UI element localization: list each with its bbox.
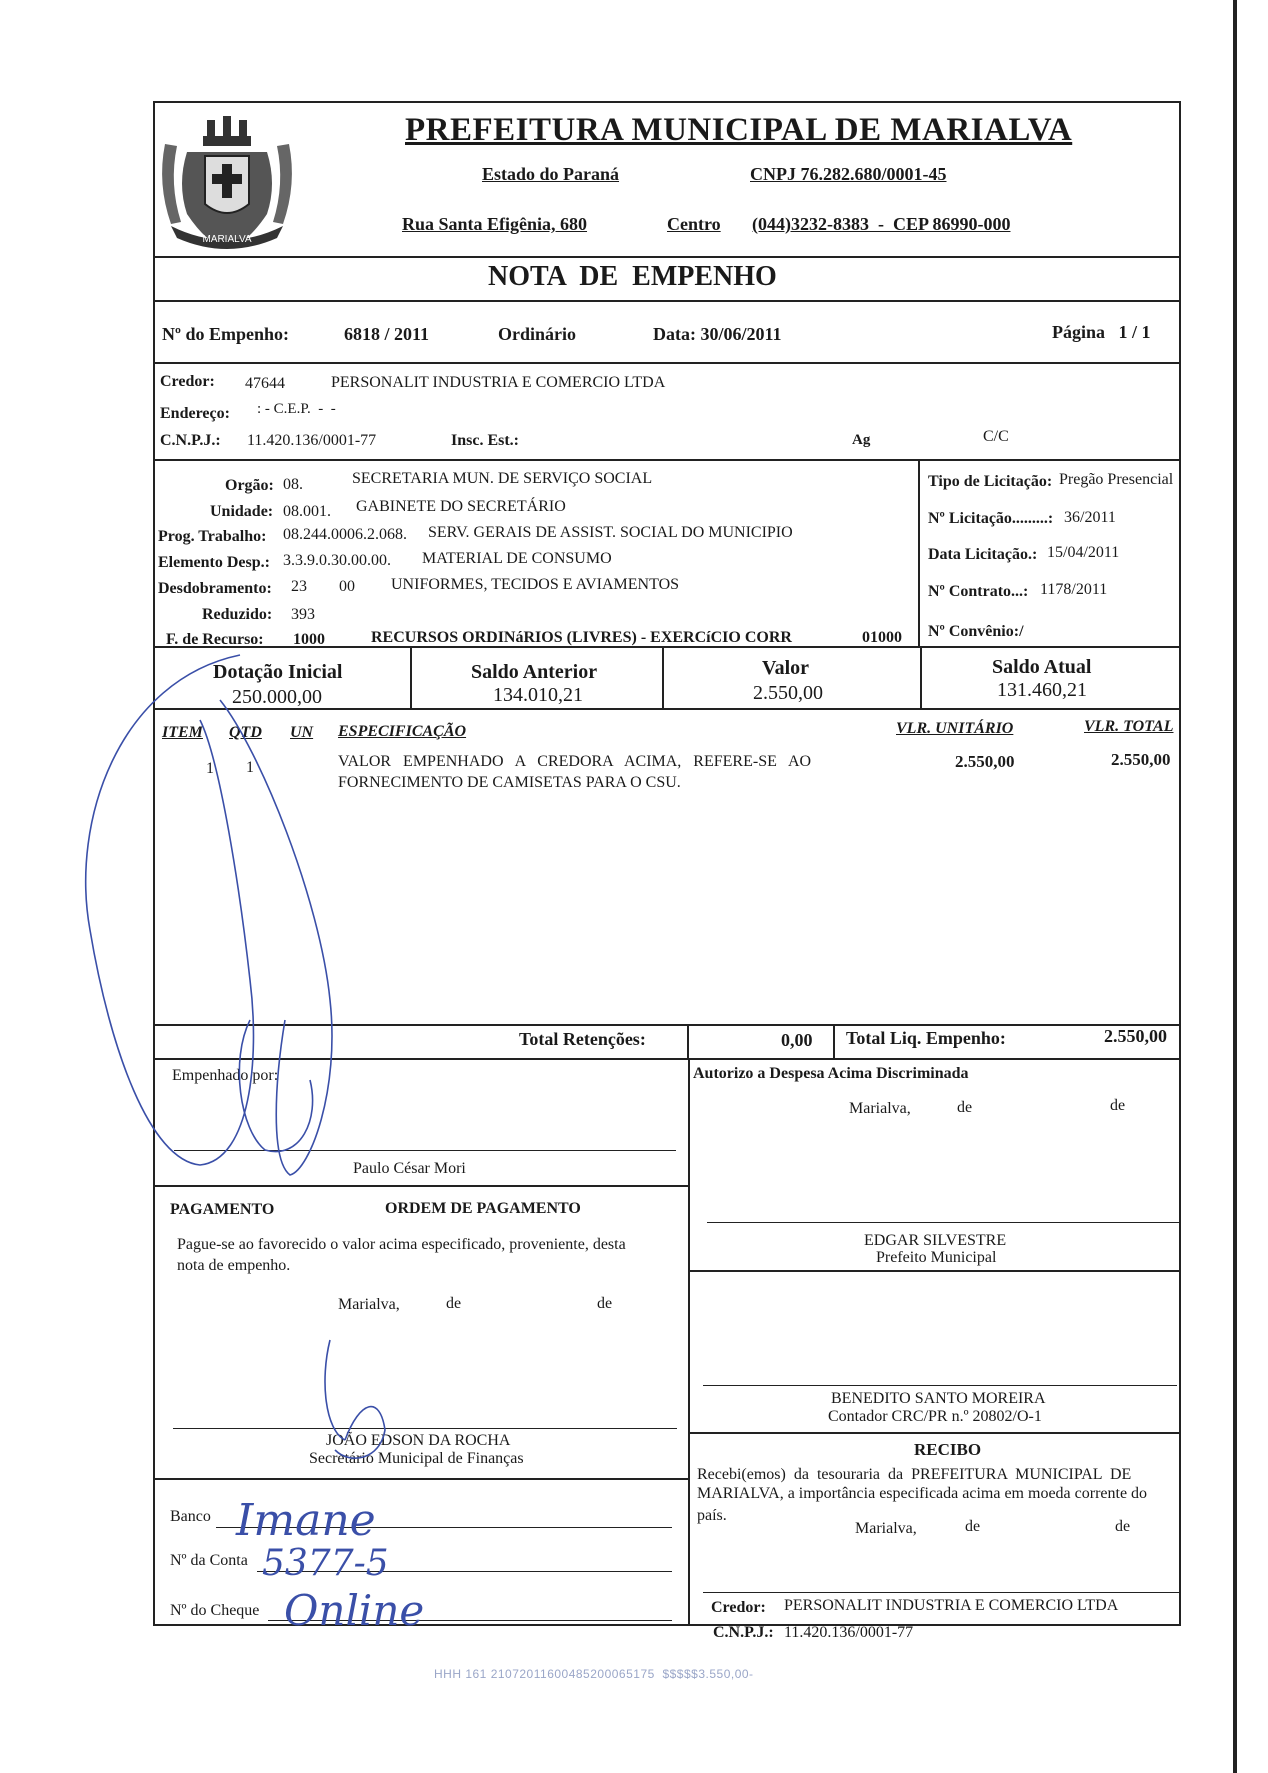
cc-label: C/C <box>983 428 1009 445</box>
autorizo-city: Marialva, <box>849 1100 911 1117</box>
licitacao-num-label: Nº Licitação.........: <box>928 510 1054 527</box>
banco-handwritten: Imane <box>236 1495 376 1546</box>
item-1-spec-line1: VALOR EMPENHADO A CREDORA ACIMA, REFERE-SE AO <box>338 753 812 770</box>
saldo-atual-label: Saldo Atual <box>992 656 1092 678</box>
fonte-value: 1000 <box>293 631 325 648</box>
desdobramento-label: Desdobramento: <box>158 580 272 597</box>
contrato-label: Nº Contrato...: <box>928 583 1029 600</box>
pagamento-text-line1: Pague-se ao favorecido o valor acima especificado, proveniente, desta <box>177 1236 626 1253</box>
prefeito-role: Prefeito Municipal <box>876 1249 997 1266</box>
document-title: NOTA DE EMPENHO <box>488 261 777 292</box>
recibo-line3: país. <box>697 1507 727 1524</box>
conta-label: Nº da Conta <box>170 1552 248 1569</box>
total-retencoes-label: Total Retenções: <box>519 1029 646 1049</box>
recibo-city: Marialva, <box>855 1520 917 1537</box>
tipo-licitacao-value: Pregão Presencial <box>1059 471 1174 488</box>
insc-est-label: Insc. Est.: <box>451 432 520 449</box>
item-1-number: 1 <box>206 760 214 777</box>
fonte-name: RECURSOS ORDINáRIOS (LIVRES) - EXERCíCIO CORR <box>371 629 792 646</box>
credor-code: 47644 <box>245 375 285 392</box>
recibo-cnpj-label: C.N.P.J.: <box>713 1624 774 1641</box>
total-liq-value: 2.550,00 <box>1104 1026 1167 1046</box>
saldo-anterior-label: Saldo Anterior <box>471 661 598 683</box>
endereco-value: : - C.E.P. - - <box>257 401 336 417</box>
elemento-code: 3.3.9.0.30.00.00. <box>283 552 391 569</box>
fonte-label: F. de Recurso: <box>166 631 264 648</box>
convenio-label: Nº Convênio:/ <box>928 623 1024 640</box>
empenho-label: Nº do Empenho: <box>162 324 289 344</box>
total-liq-label: Total Liq. Empenho: <box>846 1028 1006 1048</box>
header-phone-cep: (044)3232-8383 - CEP 86990-000 <box>752 214 1011 234</box>
conta-handwritten: 5377-5 <box>262 1543 389 1584</box>
orgao-name: SECRETARIA MUN. DE SERVIÇO SOCIAL <box>352 470 653 487</box>
pagamento-city: Marialva, <box>338 1296 400 1313</box>
autorizo-de2: de <box>1110 1097 1126 1114</box>
elemento-label: Elemento Desp.: <box>158 554 270 571</box>
empenho-number: 6818 / 2011 <box>344 324 430 344</box>
recibo-title: RECIBO <box>914 1440 982 1459</box>
empenhado-por-name: Paulo César Mori <box>353 1160 466 1177</box>
header-district: Centro <box>667 214 721 234</box>
desdobramento-code2: 00 <box>339 578 355 595</box>
contador-role: Contador CRC/PR n.º 20802/O-1 <box>828 1408 1042 1425</box>
orgao-label: Orgão: <box>225 477 274 494</box>
unidade-name: GABINETE DO SECRETÁRIO <box>356 498 566 515</box>
prog-trabalho-code: 08.244.0006.2.068. <box>283 526 407 543</box>
col-spec-header: ESPECIFICAÇÃO <box>338 723 467 740</box>
item-1-total-value: 2.550,00 <box>1111 750 1171 769</box>
saldo-anterior-value: 134.010,21 <box>493 684 583 706</box>
reduzido-value: 393 <box>291 606 315 623</box>
pagamento-de2: de <box>597 1295 613 1312</box>
banco-label: Banco <box>170 1508 211 1525</box>
empenho-date: Data: 30/06/2011 <box>653 324 782 344</box>
recibo-credor-label: Credor: <box>711 1599 766 1616</box>
cheque-label: Nº do Cheque <box>170 1602 260 1619</box>
desdobramento-name: UNIFORMES, TECIDOS E AVIAMENTOS <box>391 576 680 593</box>
pagamento-text-line2: nota de empenho. <box>177 1257 291 1274</box>
col-item-header: ITEM <box>162 724 203 741</box>
tipo-licitacao-label: Tipo de Licitação: <box>928 473 1053 490</box>
contador-name: BENEDITO SANTO MOREIRA <box>831 1390 1046 1407</box>
data-licitacao-label: Data Licitação.: <box>928 546 1038 563</box>
header-title: PREFEITURA MUNICIPAL DE MARIALVA <box>405 112 1073 148</box>
recibo-line1: Recebi(emos) da tesouraria da PREFEITURA MUNICIPAL DE <box>697 1466 1132 1483</box>
dotacao-inicial-label: Dotação Inicial <box>213 661 343 683</box>
desdobramento-code1: 23 <box>291 578 307 595</box>
orgao-code: 08. <box>283 476 303 493</box>
licitacao-num-value: 36/2011 <box>1064 509 1116 526</box>
item-1-unit-value: 2.550,00 <box>955 752 1015 771</box>
prog-trabalho-name: SERV. GERAIS DE ASSIST. SOCIAL DO MUNICIPIO <box>428 524 793 541</box>
unidade-code: 08.001. <box>283 503 331 520</box>
item-1-spec-line2: FORNECIMENTO DE CAMISETAS PARA O CSU. <box>338 774 681 791</box>
page-number: Página 1 / 1 <box>1052 322 1151 342</box>
credor-label: Credor: <box>160 373 215 390</box>
col-unit-header: VLR. UNITÁRIO <box>896 720 1014 737</box>
endereco-label: Endereço: <box>160 405 230 422</box>
valor-label: Valor <box>762 657 810 679</box>
col-qtd-header: QTD <box>229 724 262 741</box>
dotacao-inicial-value: 250.000,00 <box>232 686 322 708</box>
secretario-name: JOÃO EDSON DA ROCHA <box>326 1432 511 1449</box>
col-un-header: UN <box>290 724 314 741</box>
unidade-label: Unidade: <box>210 503 274 520</box>
elemento-name: MATERIAL DE CONSUMO <box>422 550 612 567</box>
cnpj-value: 11.420.136/0001-77 <box>247 432 377 449</box>
ordem-pagamento-label: ORDEM DE PAGAMENTO <box>385 1200 581 1217</box>
total-retencoes-value: 0,00 <box>781 1030 813 1050</box>
autorizo-label: Autorizo a Despesa Acima Discriminada <box>693 1065 969 1082</box>
recibo-line2: MARIALVA, a importância especificada acima em moeda corrente do <box>697 1485 1148 1502</box>
ag-label: Ag <box>852 432 871 448</box>
recibo-credor-value: PERSONALIT INDUSTRIA E COMERCIO LTDA <box>784 1597 1119 1614</box>
fonte-code: 01000 <box>862 629 902 646</box>
credor-name: PERSONALIT INDUSTRIA E COMERCIO LTDA <box>331 374 666 391</box>
municipal-crest <box>157 104 297 256</box>
pagamento-de1: de <box>446 1295 462 1312</box>
empenho-type: Ordinário <box>498 324 577 344</box>
col-total-header: VLR. TOTAL <box>1084 718 1174 735</box>
contrato-value: 1178/2011 <box>1040 581 1108 598</box>
cnpj-label: C.N.P.J.: <box>160 432 221 449</box>
recibo-de2: de <box>1115 1518 1131 1535</box>
item-1-qtd: 1 <box>246 759 254 776</box>
header-address: Rua Santa Efigênia, 680 <box>402 214 588 234</box>
recibo-cnpj-value: 11.420.136/0001-77 <box>784 1624 914 1641</box>
autorizo-de1: de <box>957 1099 973 1116</box>
header-state: Estado do Paraná <box>482 164 620 184</box>
empenhado-por-label: Empenhado por: <box>172 1067 279 1084</box>
reduzido-label: Reduzido: <box>202 606 273 623</box>
data-licitacao-value: 15/04/2011 <box>1047 544 1120 561</box>
secretario-role: Secretário Municipal de Finanças <box>309 1450 524 1467</box>
cheque-handwritten: Online <box>284 1586 425 1635</box>
header-cnpj: CNPJ 76.282.680/0001-45 <box>750 164 947 184</box>
saldo-atual-value: 131.460,21 <box>997 679 1087 701</box>
pagamento-label: PAGAMENTO <box>170 1201 275 1218</box>
recibo-de1: de <box>965 1518 981 1535</box>
scan-edge-line <box>1233 0 1237 1773</box>
prog-trabalho-label: Prog. Trabalho: <box>158 528 267 545</box>
crest-ribbon-text: MARIALVA <box>202 234 252 245</box>
prefeito-name: EDGAR SILVESTRE <box>864 1232 1007 1249</box>
bank-stamp-line: HHH 161 21072011600485200065175 $$$$$3.550,00- <box>434 1667 754 1681</box>
valor-value: 2.550,00 <box>753 682 823 704</box>
